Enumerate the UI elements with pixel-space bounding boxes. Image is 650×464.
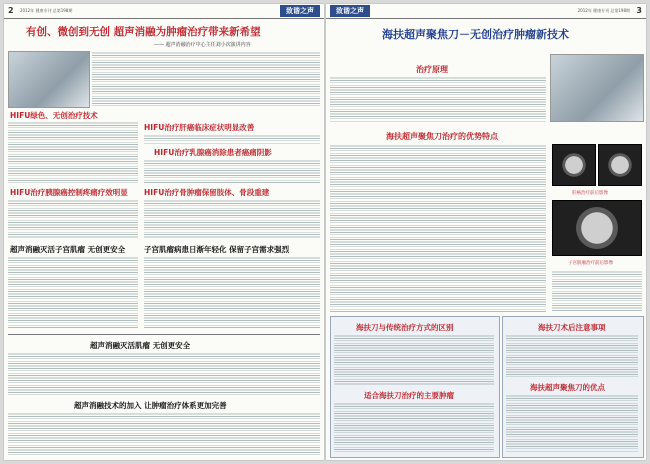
body-text <box>8 256 138 328</box>
page-number: 3 <box>636 6 642 15</box>
intro-text <box>92 51 320 106</box>
section-heading: HIFU绿色、无创治疗技术 <box>10 111 98 120</box>
ct-scan-image <box>552 144 596 186</box>
right-page-header <box>326 4 646 19</box>
body-text <box>552 270 642 312</box>
body-text <box>8 121 138 183</box>
body-text <box>8 199 138 239</box>
body-text <box>330 144 546 312</box>
page-number: 2 <box>8 6 14 15</box>
body-text <box>144 134 320 144</box>
section-heading: 适合海扶刀治疗的主要肿瘤 <box>364 391 454 400</box>
ct-scan-image <box>598 144 642 186</box>
section-heading: HIFU治疗骨肿瘤保留肢体、骨段重建 <box>144 188 270 197</box>
body-text <box>506 394 638 452</box>
body-text <box>334 334 494 386</box>
right-page <box>326 4 646 460</box>
section-heading: 治疗原理 <box>416 65 448 74</box>
hifu-device-photo <box>8 51 90 108</box>
body-text <box>8 352 320 396</box>
section-heading: 海扶刀术后注意事项 <box>538 323 606 332</box>
ct-scan-image <box>552 200 642 256</box>
body-text <box>144 256 320 328</box>
section-heading: 海扶超声聚焦刀的优点 <box>530 383 605 392</box>
column-label: 致谐之声 <box>330 5 370 17</box>
page-title: 海扶超声聚焦刀－无创治疗肿瘤新技术 <box>382 28 569 41</box>
section-heading: 超声消融灭活肌瘤 无创更安全 <box>90 341 191 350</box>
page-title: 有创、微创到无创 超声消融为肿瘤治疗带来新希望 <box>26 26 261 38</box>
section-heading: 超声消融灭活子宫肌瘤 无创更安全 <box>10 245 126 254</box>
divider <box>8 334 320 335</box>
body-text <box>144 159 320 183</box>
column-label: 致谐之声 <box>280 5 320 17</box>
section-heading: 海扶刀与传统治疗方式的区别 <box>356 323 454 332</box>
section-heading: HIFU治疗肝癌临床症状明显改善 <box>144 123 255 132</box>
section-heading: 海扶超声聚焦刀治疗的优势特点 <box>386 132 498 141</box>
section-heading: HIFU治疗乳腺癌消除患者癌痛阴影 <box>154 148 272 157</box>
page-subtitle: —— 超声消融治疗中心主任刘小次演讲内容 <box>154 42 251 48</box>
section-heading: HIFU治疗胰腺癌控制疼痛疗效明显 <box>10 188 128 197</box>
body-text <box>334 402 494 452</box>
treatment-room-photo <box>550 54 644 122</box>
body-text <box>8 412 320 456</box>
image-caption: 子宫肌瘤治疗前后影像 <box>568 261 613 266</box>
body-text <box>144 199 320 239</box>
section-heading: 子宫肌瘤病患日渐年轻化 保留子宫需求强烈 <box>144 245 290 254</box>
section-heading: 超声消融技术的加入 让肿瘤治疗体系更加完善 <box>74 401 227 410</box>
left-page-header <box>4 4 324 19</box>
left-page <box>4 4 324 460</box>
issue-meta: 2012年 健康专刊 总第198期 <box>20 8 73 13</box>
body-text <box>506 334 638 378</box>
image-caption: 肝癌治疗前后影像 <box>572 191 608 196</box>
issue-meta: 2012年 健康专刊 总第198期 <box>577 8 630 13</box>
body-text <box>330 76 546 122</box>
